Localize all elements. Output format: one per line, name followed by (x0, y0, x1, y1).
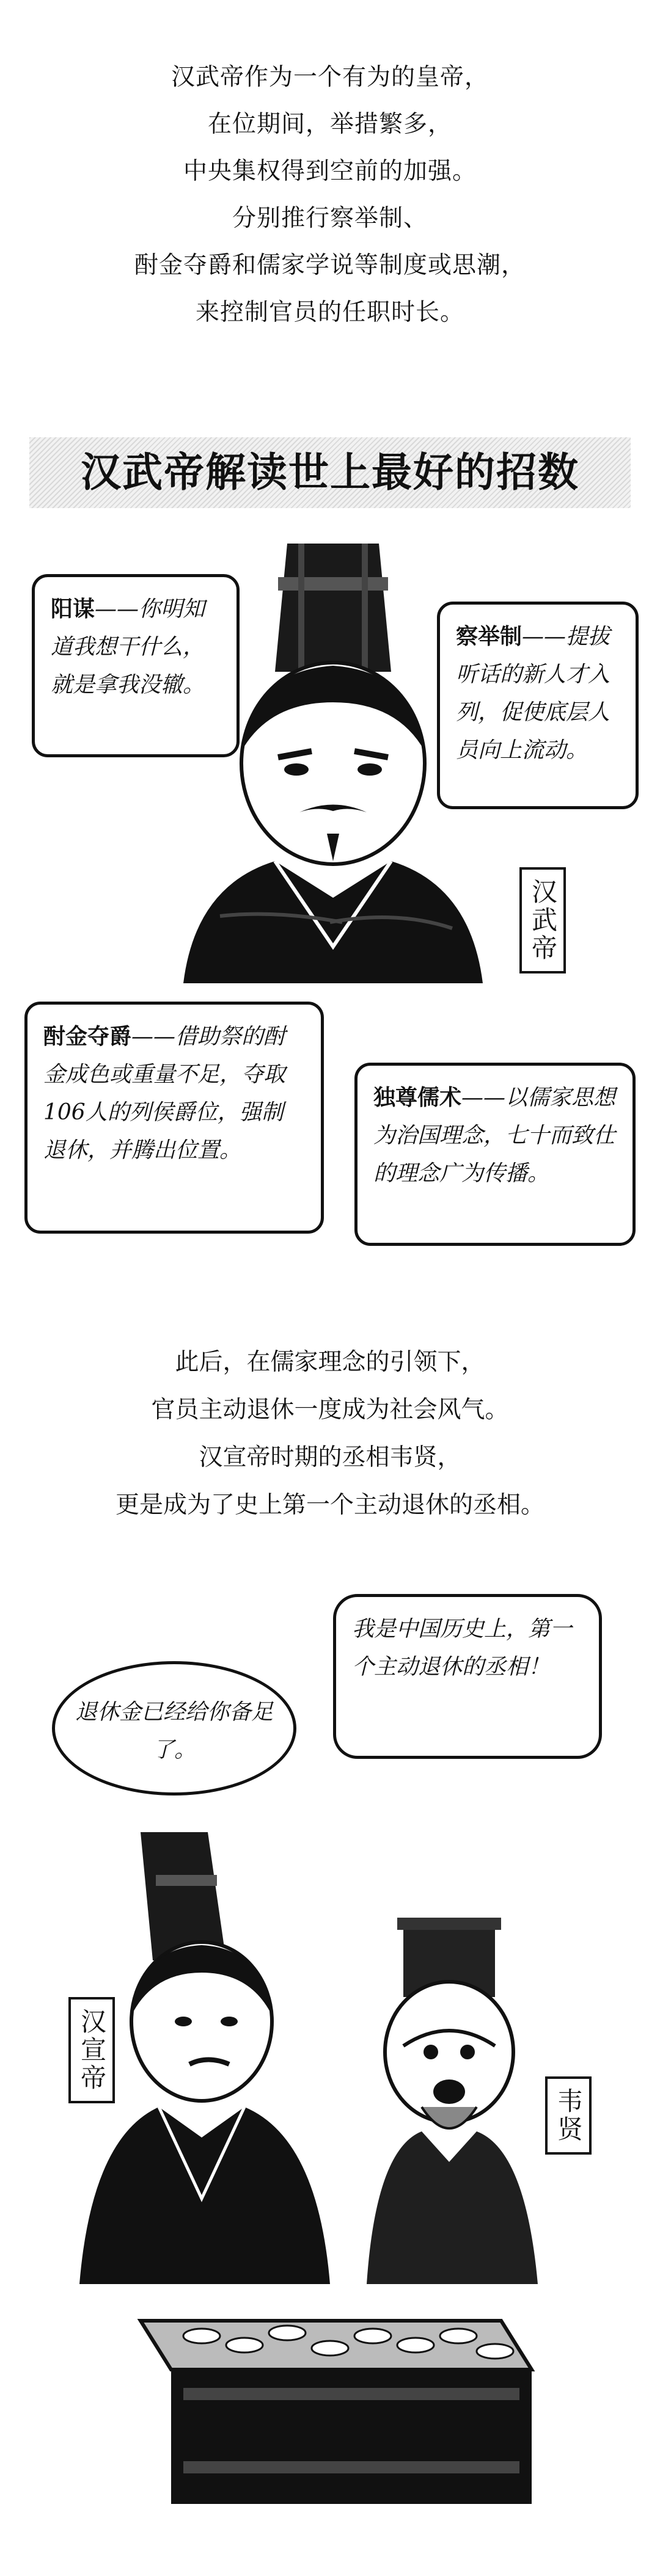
bubble-duzun (354, 1063, 636, 1246)
bubble-chaju (437, 602, 639, 809)
bubble-xuandi-text: 退休金已经给你备足了。 (75, 1700, 273, 1763)
name-label-weixian: 韦贤 (545, 2076, 592, 2155)
bubble-yangmou (32, 574, 240, 757)
intro-line: 分别推行察举制、 (232, 205, 428, 232)
bubble-weixian-text: 我是中国历史上，第一个主动退休的丞相！ (352, 1617, 573, 1679)
name-label-xuandi: 汉宣帝 (68, 1997, 115, 2103)
intro-line: 来控制官员的任职时长。 (195, 299, 464, 326)
intro-line: 中央集权得到空前的加强。 (183, 158, 477, 185)
mid-line: 更是成为了史上第一个主动退休的丞相。 (115, 1491, 544, 1519)
bubble-xuandi (52, 1661, 296, 1796)
mid-line: 官员主动退休一度成为社会风气。 (151, 1396, 509, 1424)
bubble-yangmou-title: 阳谋 (51, 597, 95, 622)
intro-line: 汉武帝作为一个有为的皇帝， (170, 64, 489, 91)
bubble-zhoujin-text: ——借助祭的酎金成色或重量不足，夺取106人的列侯爵位，强制退休，并腾出位置。 (43, 1024, 286, 1163)
mid-line: 此后，在儒家理念的引领下， (175, 1348, 485, 1376)
bubble-zhoujin-title: 酎金夺爵 (43, 1024, 132, 1049)
mid-line: 汉宣帝时期的丞相韦贤， (199, 1444, 461, 1471)
intro-line: 在位期间，举措繁多， (207, 111, 452, 138)
name-label-wudi: 汉武帝 (519, 867, 566, 973)
section-banner (29, 437, 631, 508)
bubble-duzun-text: ——以儒家思想为治国理念，七十而致仕的理念广为传播。 (373, 1085, 616, 1186)
middle-text (0, 1339, 660, 1529)
xuandi-weixian-illustration (0, 1820, 660, 2576)
bubble-chaju-title: 察举制 (456, 624, 522, 649)
bubble-zhoujin (24, 1002, 324, 1234)
intro-line: 酎金夺爵和儒家学说等制度或思潮， (134, 252, 526, 279)
banner-title: 汉武帝解读世上最好的招数 (81, 449, 579, 496)
bubble-weixian (333, 1594, 602, 1759)
intro-text (0, 54, 660, 336)
bubble-yangmou-text: ——你明知道我想干什么，就是拿我没辙。 (51, 597, 205, 697)
bubble-duzun-title: 独尊儒术 (373, 1085, 462, 1110)
bubble-chaju-text: ——提拔听话的新人才入列，促使底层人员向上流动。 (456, 624, 610, 763)
